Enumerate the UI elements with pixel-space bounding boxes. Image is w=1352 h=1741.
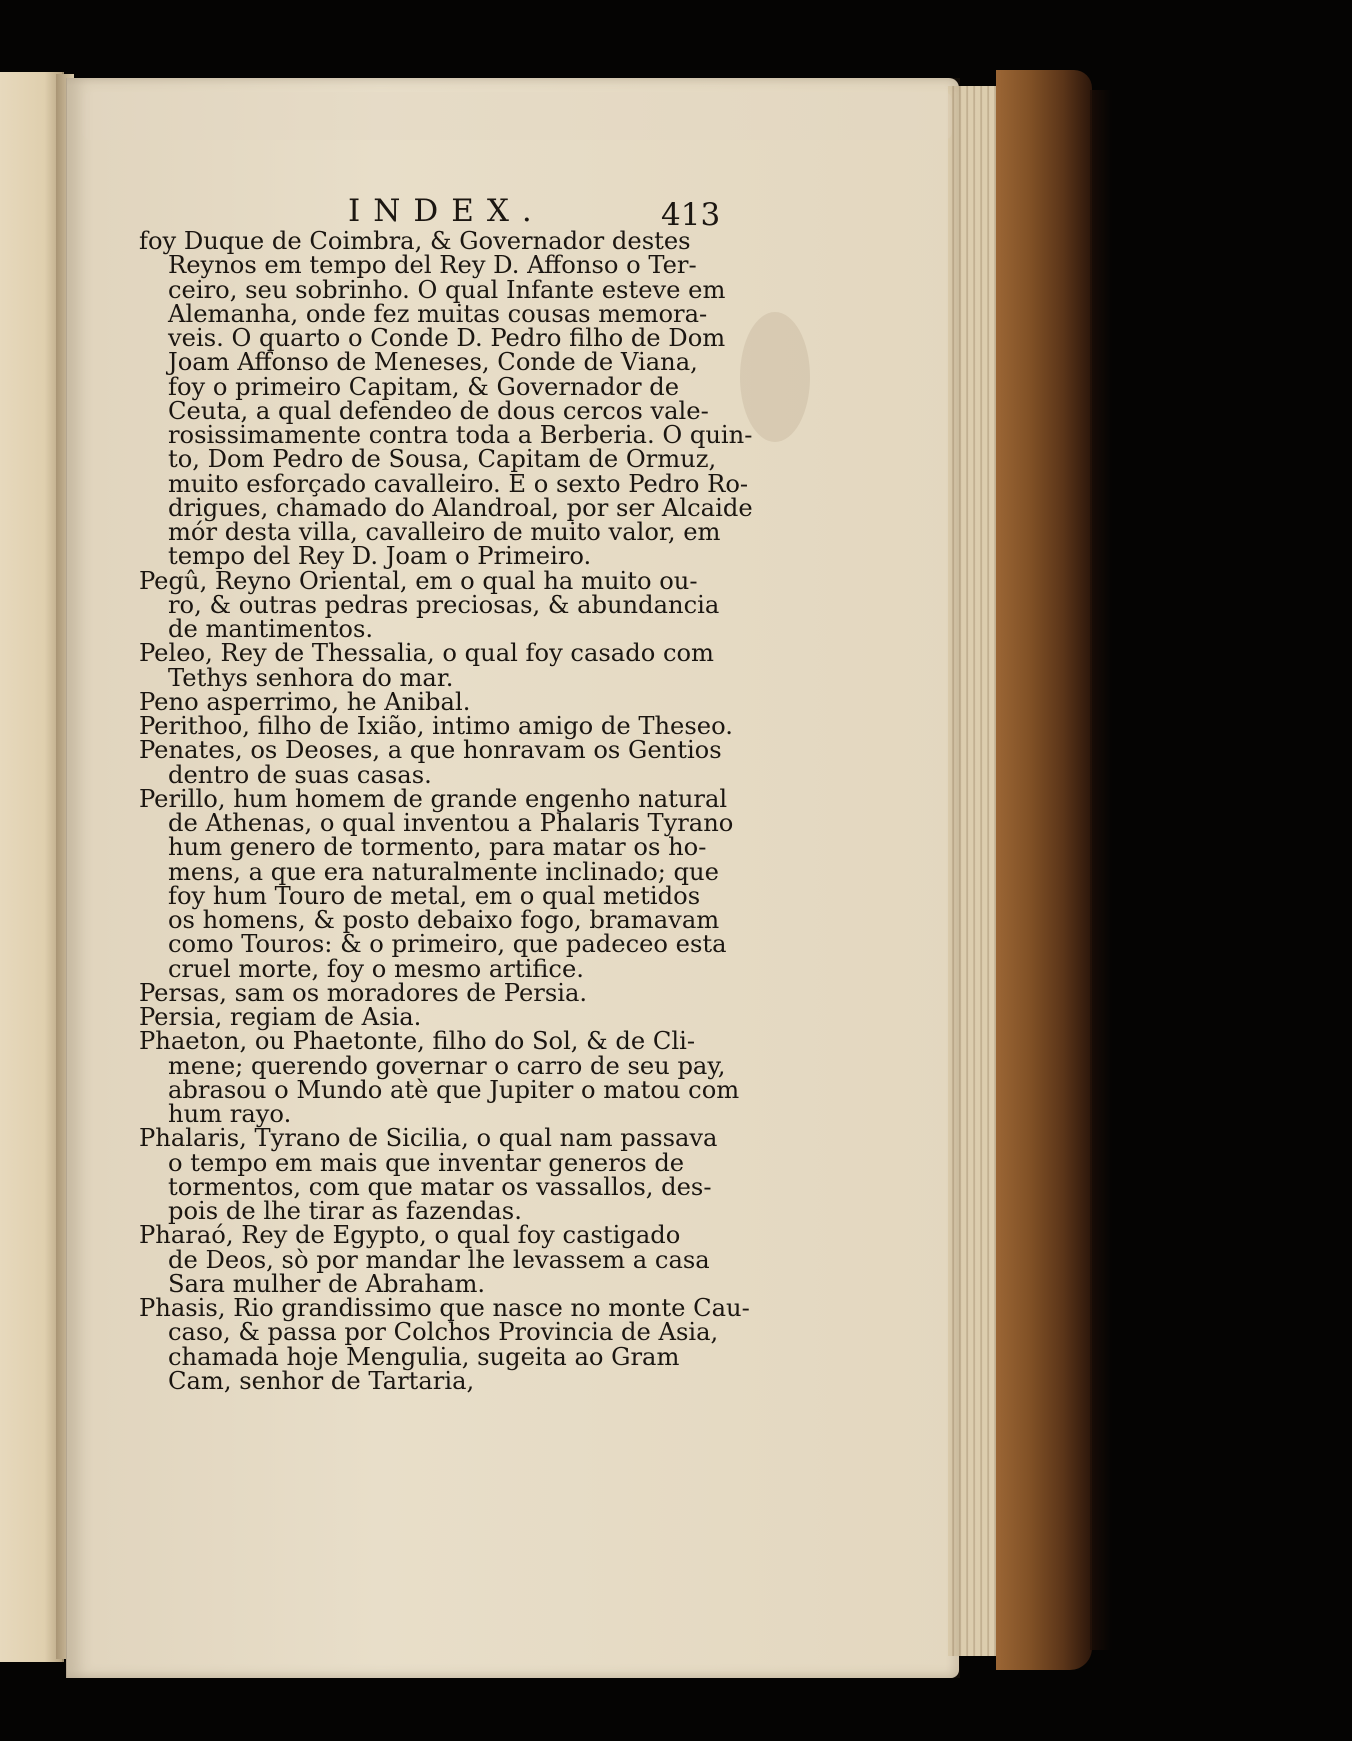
cover-shadow xyxy=(1090,90,1112,1650)
index-text-block xyxy=(139,227,753,1395)
index-line: Cam, senhor de Tartaria, xyxy=(168,1366,475,1395)
index-line: o tempo em mais que inventar generos de xyxy=(168,1148,685,1177)
index-line: mór desta villa, cavalleiro de muito valor, em xyxy=(168,518,721,546)
index-line: Tethys senhora do mar. xyxy=(168,663,454,692)
page-number: 413 xyxy=(661,197,721,233)
index-line: foy o primeiro Capitam, & Governador de xyxy=(168,372,680,401)
index-line: de Deos, sò por mandar lhe levassem a casa xyxy=(168,1245,710,1274)
index-entry: Pegû, Reyno Oriental, em o qual ha muito ou- xyxy=(139,566,698,595)
left-page-edge xyxy=(0,72,64,1662)
index-entry: Peno asperrimo, he Anibal. xyxy=(139,687,471,716)
index-entry: Pharaó, Rey de Egypto, o qual foy castigado xyxy=(139,1221,681,1250)
index-line: to, Dom Pedro de Sousa, Capitam de Ormuz, xyxy=(168,445,717,474)
index-entry: Persia, regiam de Asia. xyxy=(139,1003,422,1031)
index-line: pois de lhe tirar as fazendas. xyxy=(168,1197,522,1225)
index-line: foy Duque de Coimbra, & Governador destes xyxy=(139,227,691,255)
index-entry: Perillo, hum homem de grande engenho natural xyxy=(139,784,728,813)
index-entry: Phalaris, Tyrano de Sicilia, o qual nam passava xyxy=(139,1124,718,1153)
index-header: INDEX. xyxy=(348,193,545,229)
index-line: cruel morte, foy o mesmo artifice. xyxy=(168,954,584,983)
index-line: hum genero de tormento, para matar os ho- xyxy=(168,833,707,862)
index-line: mene; querendo governar o carro de seu pay, xyxy=(168,1051,726,1080)
index-line: como Touros: & o primeiro, que padeceo esta xyxy=(168,930,727,959)
index-line: abrasou o Mundo atè que Jupiter o matou com xyxy=(168,1075,740,1104)
index-line: dentro de suas casas. xyxy=(168,760,432,789)
index-line: Alemanha, onde fez muitas cousas memora- xyxy=(168,299,708,328)
index-line: de Athenas, o qual inventou a Phalaris Tyrano xyxy=(168,809,734,837)
index-line: muito esforçado cavalleiro. E o sexto Pedro Ro- xyxy=(168,469,749,498)
index-line: tormentos, com que matar os vassallos, des- xyxy=(168,1172,712,1201)
index-entry: Persas, sam os moradores de Persia. xyxy=(139,978,588,1007)
index-entry: Phaeton, ou Phaetonte, filho do Sol, & de Cli- xyxy=(139,1027,696,1056)
index-line: caso, & passa por Colchos Provincia de Asia, xyxy=(168,1318,719,1347)
index-entry: Penates, os Deoses, a que honravam os Gentios xyxy=(139,736,722,765)
index-entry: Perithoo, filho de Ixião, intimo amigo de Theseo. xyxy=(139,712,733,740)
page-edges xyxy=(948,86,998,1656)
index-line: de mantimentos. xyxy=(168,615,374,643)
index-line: rosissimamente contra toda a Berberia. O quin- xyxy=(168,421,753,449)
index-entry: Phasis, Rio grandissimo que nasce no monte Cau- xyxy=(139,1294,750,1322)
index-line: hum rayo. xyxy=(168,1100,292,1128)
index-line: veis. O quarto o Conde D. Pedro filho de Dom xyxy=(168,324,726,352)
index-line: foy hum Touro de metal, em o qual metidos xyxy=(168,881,701,910)
index-line: Reynos em tempo del Rey D. Affonso o Ter- xyxy=(168,251,697,280)
index-line: mens, a que era naturalmente inclinado; que xyxy=(168,857,719,886)
paper-light-band xyxy=(82,92,952,140)
index-line: ro, & outras pedras preciosas, & abundancia xyxy=(168,590,720,619)
index-line: Joam Affonso de Meneses, Conde de Viana, xyxy=(168,348,698,377)
index-line: os homens, & posto debaixo fogo, bramavam xyxy=(168,906,720,934)
index-line: Sara mulher de Abraham. xyxy=(168,1269,486,1298)
index-line: ceiro, seu sobrinho. O qual Infante esteve em xyxy=(168,275,726,304)
index-entry: Peleo, Rey de Thessalia, o qual foy casado com xyxy=(139,639,714,668)
index-line: drigues, chamado do Alandroal, por ser Alcaide xyxy=(168,493,753,522)
index-line: chamada hoje Mengulia, sugeita ao Gram xyxy=(168,1342,680,1371)
index-line: tempo del Rey D. Joam o Primeiro. xyxy=(168,542,592,571)
leather-cover xyxy=(996,70,1092,1670)
index-line: Ceuta, a qual defendeo de dous cercos vale- xyxy=(168,396,709,425)
